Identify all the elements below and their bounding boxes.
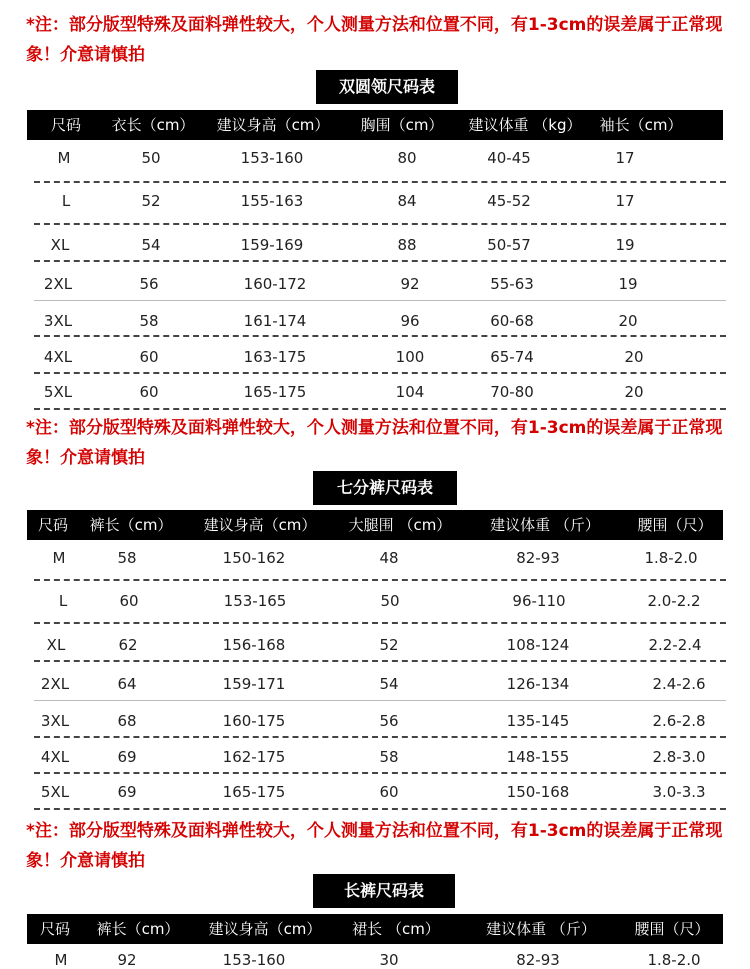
- header-cell: 袖长（cm）: [599, 116, 683, 134]
- table-title: 双圆领尺码表: [316, 70, 458, 104]
- cell: 153-165: [223, 592, 287, 610]
- cell: L: [61, 192, 71, 210]
- row-divider: [34, 260, 726, 262]
- table-header: [27, 110, 723, 140]
- cell: XL: [50, 236, 70, 254]
- row-divider: [34, 223, 726, 225]
- cell: 58: [117, 549, 137, 567]
- cell: 19: [615, 236, 635, 254]
- header-cell: 建议身高（cm）: [216, 116, 330, 134]
- row-divider: [34, 772, 726, 774]
- cell: 2.8-3.0: [652, 748, 706, 766]
- cell: 3XL: [43, 312, 73, 330]
- cell: 69: [117, 783, 137, 801]
- cell: 48: [379, 549, 399, 567]
- cell: 148-155: [506, 748, 570, 766]
- cell: 104: [395, 383, 425, 401]
- cell: 17: [615, 192, 635, 210]
- cell: 4XL: [40, 748, 70, 766]
- header-cell: 腰围（尺）: [634, 920, 710, 938]
- size-note: *注：部分版型特殊及面料弹性较大，个人测量方法和位置不同，有1-3cm的误差属于正常现象！介意请慎拍: [26, 821, 723, 871]
- cell: 58: [379, 748, 399, 766]
- cell: 4XL: [43, 348, 73, 366]
- cell: L: [58, 592, 68, 610]
- cell: 162-175: [222, 748, 286, 766]
- cell: 60: [139, 348, 159, 366]
- cell: 153-160: [222, 951, 286, 969]
- cell: 155-163: [240, 192, 304, 210]
- size-note: *注：部分版型特殊及面料弹性较大，个人测量方法和位置不同，有1-3cm的误差属于正常现象！介意请慎拍: [26, 418, 723, 468]
- cell: 50-57: [487, 236, 531, 254]
- cell: 52: [379, 636, 399, 654]
- cell: 69: [117, 748, 137, 766]
- cell: 2.6-2.8: [652, 712, 706, 730]
- row-divider: [34, 408, 726, 410]
- cell: 96: [400, 312, 420, 330]
- row-divider: [34, 808, 726, 810]
- cell: 92: [117, 951, 137, 969]
- cell: 17: [615, 149, 635, 167]
- cell: 1.8-2.0: [644, 549, 698, 567]
- header-cell: 尺码: [39, 920, 71, 938]
- cell: 20: [618, 312, 638, 330]
- cell: 64: [117, 675, 137, 693]
- cell: 92: [400, 275, 420, 293]
- header-cell: 建议身高（cm）: [203, 516, 317, 534]
- table-title: 七分裤尺码表: [313, 471, 457, 505]
- cell: 40-45: [487, 149, 531, 167]
- cell: 84: [397, 192, 417, 210]
- cell: 126-134: [506, 675, 570, 693]
- cell: 30: [379, 951, 399, 969]
- row-divider: [34, 622, 726, 624]
- header-cell: 衣长（cm）: [111, 116, 195, 134]
- header-cell: 尺码: [50, 116, 82, 134]
- cell: 161-174: [243, 312, 307, 330]
- cell: 62: [118, 636, 138, 654]
- row-divider: [34, 335, 726, 337]
- cell: 2XL: [43, 275, 73, 293]
- cell: 156-168: [222, 636, 286, 654]
- cell: 2.4-2.6: [652, 675, 706, 693]
- cell: 54: [141, 236, 161, 254]
- cell: 20: [624, 348, 644, 366]
- cell: M: [57, 149, 71, 167]
- header-cell: 裤长（cm）: [89, 516, 173, 534]
- cell: 96-110: [512, 592, 566, 610]
- row-divider: [34, 372, 726, 374]
- cell: 165-175: [222, 783, 286, 801]
- table-header: [27, 510, 723, 540]
- cell: 3XL: [40, 712, 70, 730]
- row-divider: [34, 700, 726, 701]
- row-divider: [34, 300, 726, 301]
- cell: 2XL: [40, 675, 70, 693]
- cell: M: [54, 951, 68, 969]
- table-title: 长裤尺码表: [313, 874, 455, 908]
- row-divider: [34, 579, 726, 581]
- cell: 2.2-2.4: [648, 636, 702, 654]
- header-cell: 裤长（cm）: [96, 920, 180, 938]
- cell: 80: [397, 149, 417, 167]
- cell: 52: [141, 192, 161, 210]
- row-divider: [34, 736, 726, 738]
- cell: 60-68: [490, 312, 534, 330]
- cell: 50: [380, 592, 400, 610]
- size-note: *注：部分版型特殊及面料弹性较大，个人测量方法和位置不同，有1-3cm的误差属于正常现象！介意请慎拍: [26, 15, 723, 65]
- table-header: [27, 914, 723, 944]
- cell: 56: [139, 275, 159, 293]
- cell: 3.0-3.3: [652, 783, 706, 801]
- cell: 150-162: [222, 549, 286, 567]
- header-cell: 尺码: [37, 516, 69, 534]
- cell: 159-169: [240, 236, 304, 254]
- cell: 150-168: [506, 783, 570, 801]
- cell: 153-160: [240, 149, 304, 167]
- cell: 165-175: [243, 383, 307, 401]
- header-cell: 建议体重 （斤）: [486, 920, 596, 938]
- cell: 100: [395, 348, 425, 366]
- cell: M: [52, 549, 66, 567]
- cell: 1.8-2.0: [647, 951, 701, 969]
- header-cell: 裙长 （cm）: [352, 920, 440, 938]
- header-cell: 建议体重 （斤）: [490, 516, 600, 534]
- cell: 20: [624, 383, 644, 401]
- cell: 88: [397, 236, 417, 254]
- cell: 55-63: [490, 275, 534, 293]
- header-cell: 腰围（尺）: [637, 516, 713, 534]
- cell: 159-171: [222, 675, 286, 693]
- header-cell: 胸围（cm）: [360, 116, 444, 134]
- cell: 56: [379, 712, 399, 730]
- header-cell: 大腿围 （cm）: [348, 516, 452, 534]
- cell: 5XL: [40, 783, 70, 801]
- cell: 135-145: [506, 712, 570, 730]
- cell: XL: [46, 636, 66, 654]
- cell: 19: [618, 275, 638, 293]
- header-cell: 建议体重 （kg）: [468, 116, 582, 134]
- cell: 60: [379, 783, 399, 801]
- cell: 50: [141, 149, 161, 167]
- cell: 54: [379, 675, 399, 693]
- cell: 160-175: [222, 712, 286, 730]
- row-divider: [34, 660, 726, 662]
- cell: 70-80: [490, 383, 534, 401]
- cell: 60: [139, 383, 159, 401]
- cell: 82-93: [516, 549, 560, 567]
- cell: 160-172: [243, 275, 307, 293]
- cell: 58: [139, 312, 159, 330]
- cell: 163-175: [243, 348, 307, 366]
- cell: 60: [119, 592, 139, 610]
- cell: 82-93: [516, 951, 560, 969]
- cell: 68: [117, 712, 137, 730]
- cell: 2.0-2.2: [647, 592, 701, 610]
- cell: 5XL: [43, 383, 73, 401]
- cell: 108-124: [506, 636, 570, 654]
- row-divider: [34, 181, 726, 183]
- cell: 65-74: [490, 348, 534, 366]
- header-cell: 建议身高（cm）: [208, 920, 322, 938]
- cell: 45-52: [487, 192, 531, 210]
